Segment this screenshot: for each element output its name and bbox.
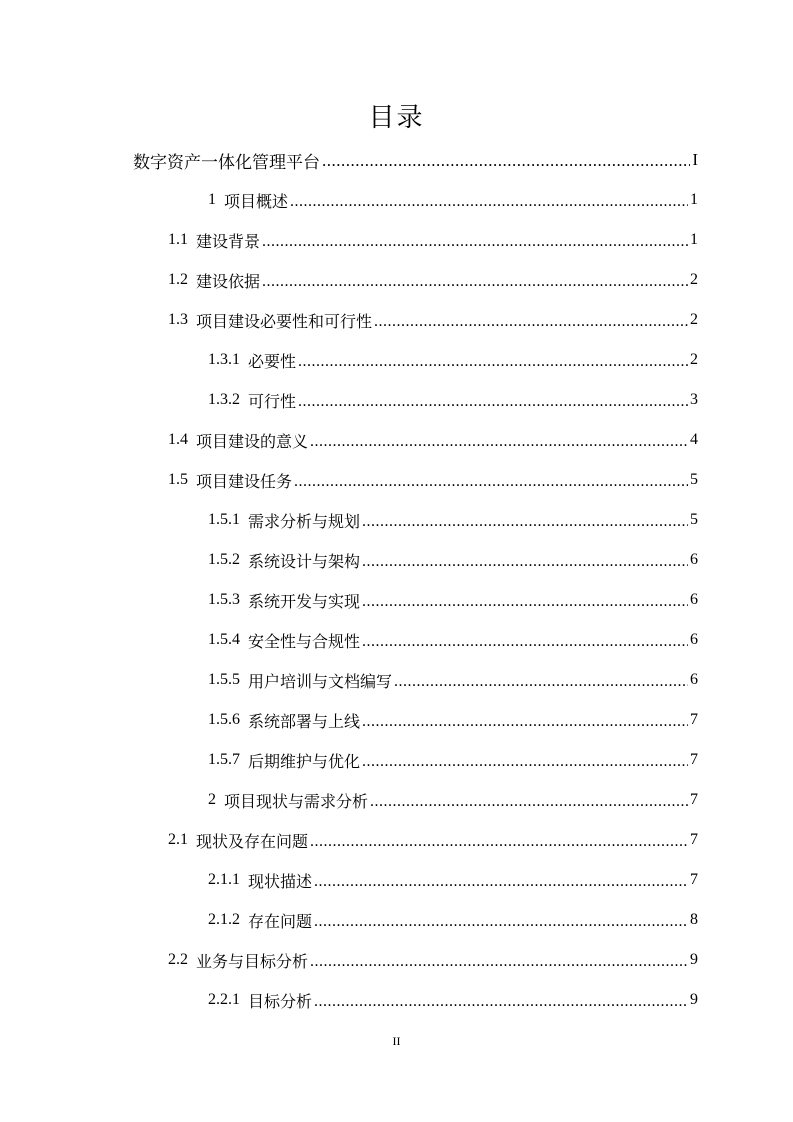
toc-leader-dots: [310, 831, 688, 849]
toc-title: 目录: [368, 103, 425, 132]
toc-entry-number: 1.3.2: [208, 391, 240, 408]
toc-entry-number: 1.5.6: [208, 711, 240, 728]
toc-page-number: 2: [690, 311, 698, 328]
toc-entry-text: 目标分析: [248, 993, 313, 1011]
toc-entry-1-5-1[interactable]: [208, 500, 698, 540]
toc-entry-2-1[interactable]: [168, 820, 698, 860]
toc-leader-dots: [314, 911, 688, 929]
toc-entry-2-1-1[interactable]: [208, 860, 698, 900]
toc-entry-number: 1.3.1: [208, 351, 240, 368]
toc-leader-dots: [362, 591, 688, 609]
toc-entry-number: 2: [208, 791, 216, 808]
toc-entry-1-5-4[interactable]: [208, 620, 698, 660]
toc-entry-text: 安全性与合规性: [248, 633, 361, 651]
toc-entry-text: 系统部署与上线: [248, 713, 361, 731]
toc-entry-text: 项目现状与需求分析: [224, 793, 369, 811]
toc-leader-dots: [298, 351, 688, 369]
toc-entry-2[interactable]: [208, 780, 698, 820]
toc-page-number: 9: [690, 991, 698, 1008]
toc-entry-text: 项目建设的意义: [196, 433, 309, 451]
toc-leader-dots: [362, 551, 688, 569]
toc-entry-1-5-3[interactable]: [208, 580, 698, 620]
toc-entry-text: 现状描述: [248, 873, 313, 891]
toc-entry-number: 1.5.4: [208, 631, 240, 648]
toc-entry-text: 可行性: [248, 393, 297, 411]
toc-page-number: 1: [690, 231, 698, 248]
toc-entry-text: 现状及存在问题: [196, 833, 309, 851]
toc-leader-dots: [298, 391, 688, 409]
toc-entry-number: 1: [208, 191, 216, 208]
toc-entry-number: 1.5: [168, 471, 188, 488]
toc-entry-text: 后期维护与优化: [248, 753, 361, 771]
toc-page-number: 4: [690, 431, 698, 448]
toc-leader-dots: [262, 271, 688, 289]
toc-leader-dots: [262, 231, 688, 249]
toc-page-number: 6: [690, 631, 698, 648]
toc-entry-1-5-7[interactable]: [208, 740, 698, 780]
toc-entry-1-3-2[interactable]: [208, 380, 698, 420]
toc-entry-text: 项目建设任务: [196, 473, 293, 491]
toc-page-number: 6: [690, 551, 698, 568]
toc-leader-dots: [290, 191, 688, 209]
toc-leader-dots: [362, 631, 688, 649]
toc-page-number: I: [692, 150, 698, 169]
toc-entry-number: 1.2: [168, 271, 188, 288]
toc-entry-1-3-1[interactable]: [208, 340, 698, 380]
toc-entry-1-1[interactable]: [168, 220, 698, 260]
toc-entry-text: 数字资产一体化管理平台: [133, 152, 320, 172]
toc-leader-dots: [310, 951, 688, 969]
toc-entry-number: 2.1: [168, 831, 188, 848]
toc-page-number: 2: [690, 271, 698, 288]
toc-page-number: 5: [690, 511, 698, 528]
toc-entry-text: 用户培训与文档编写: [248, 673, 393, 691]
toc-entry-number: 2.2: [168, 951, 188, 968]
toc-page-number: 3: [690, 391, 698, 408]
toc-page-number: 5: [690, 471, 698, 488]
toc-entry-number: 2.2.1: [208, 991, 240, 1008]
toc-page-number: 2: [690, 351, 698, 368]
toc-leader-dots: [294, 471, 688, 489]
toc-entry-2-1-2[interactable]: [208, 900, 698, 940]
toc-leader-dots: [370, 791, 688, 809]
toc-entry-1-5[interactable]: [168, 460, 698, 500]
toc-entry-1-5-6[interactable]: [208, 700, 698, 740]
page-footer-number: II: [392, 1034, 401, 1048]
toc-entry-1-2[interactable]: [168, 260, 698, 300]
toc-entry-number: 2.1.2: [208, 911, 240, 928]
toc-entry-1-4[interactable]: [168, 420, 698, 460]
toc-entry-text: 存在问题: [248, 913, 313, 931]
toc-entry-text: 必要性: [248, 353, 297, 371]
toc-entry-platform[interactable]: [133, 140, 698, 180]
toc-entry-text: 建设依据: [196, 273, 261, 291]
toc-entry-text: 项目建设必要性和可行性: [196, 313, 373, 331]
toc-entry-number: 1.3: [168, 311, 188, 328]
toc-entry-2-2[interactable]: [168, 940, 698, 980]
toc-entry-number: 1.5.2: [208, 551, 240, 568]
toc-leader-dots: [362, 511, 688, 529]
toc-leader-dots: [322, 151, 690, 169]
toc-entry-text: 系统开发与实现: [248, 593, 361, 611]
toc-entry-1-5-5[interactable]: [208, 660, 698, 700]
toc-entry-text: 建设背景: [196, 233, 261, 251]
toc-entry-number: 1.5.7: [208, 751, 240, 768]
toc-entry-1[interactable]: [208, 180, 698, 220]
toc-entry-number: 2.1.1: [208, 871, 240, 888]
toc-entry-number: 1.1: [168, 231, 188, 248]
toc-page-number: 7: [690, 791, 698, 808]
toc-entry-number: 1.5.1: [208, 511, 240, 528]
toc-page-number: 1: [690, 191, 698, 208]
toc-entry-number: 1.5.5: [208, 671, 240, 688]
toc-page-number: 8: [690, 911, 698, 928]
toc-entry-1-3[interactable]: [168, 300, 698, 340]
toc-entry-2-2-1[interactable]: [208, 980, 698, 1020]
toc-leader-dots: [394, 671, 688, 689]
toc-page-number: 7: [690, 831, 698, 848]
toc-leader-dots: [310, 431, 688, 449]
toc-entry-text: 业务与目标分析: [196, 953, 309, 971]
toc-entry-text: 需求分析与规划: [248, 513, 361, 531]
toc-page-number: 7: [690, 871, 698, 888]
toc-entry-text: 项目概述: [224, 193, 289, 211]
toc-page-number: 6: [690, 591, 698, 608]
toc-leader-dots: [362, 711, 688, 729]
toc-page-number: 7: [690, 711, 698, 728]
toc-entry-number: 1.4: [168, 431, 188, 448]
toc-page-number: 6: [690, 671, 698, 688]
toc-leader-dots: [314, 991, 688, 1009]
toc-entry-number: 1.5.3: [208, 591, 240, 608]
toc-page-number: 9: [690, 951, 698, 968]
toc-page-number: 7: [690, 751, 698, 768]
toc-entry-1-5-2[interactable]: [208, 540, 698, 580]
toc-leader-dots: [374, 311, 688, 329]
toc-leader-dots: [362, 751, 688, 769]
toc-leader-dots: [314, 871, 688, 889]
toc-entry-text: 系统设计与架构: [248, 553, 361, 571]
